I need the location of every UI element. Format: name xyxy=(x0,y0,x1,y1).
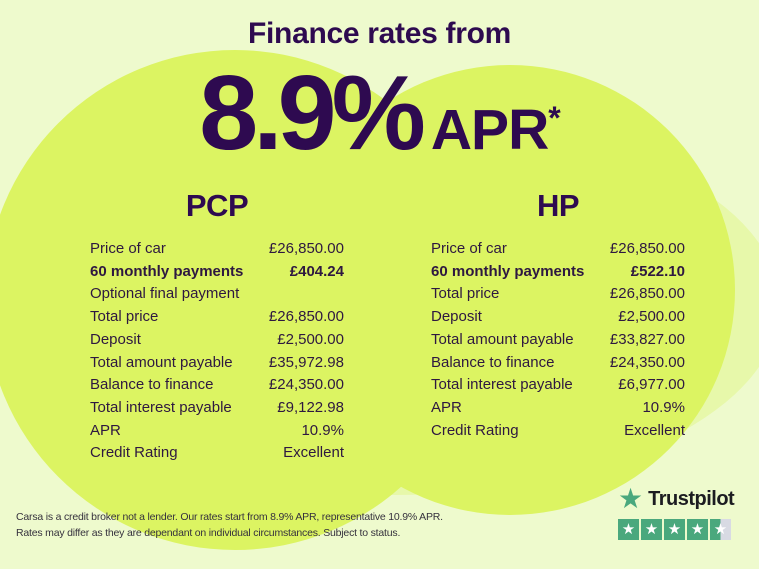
row-value: £6,977.00 xyxy=(618,376,685,394)
row-value: £24,350.00 xyxy=(268,376,344,394)
row-label: Credit Rating xyxy=(90,444,178,462)
row-label: Total amount payable xyxy=(90,353,233,371)
row-value: £24,350.00 xyxy=(609,353,685,371)
row-label: Deposit xyxy=(90,330,141,348)
row-value: £2,500.00 xyxy=(618,308,685,326)
row-label: Deposit xyxy=(431,308,482,326)
hero-apr-label xyxy=(430,98,560,162)
row-label: Price of car xyxy=(90,240,166,257)
table-row xyxy=(90,442,344,465)
hp-table-rows xyxy=(431,238,685,442)
table-row xyxy=(90,352,344,375)
row-value: £26,850.00 xyxy=(268,308,344,326)
row-value: £404.24 xyxy=(289,262,344,280)
table-row xyxy=(90,238,344,261)
row-value: £26,850.00 xyxy=(609,285,685,303)
star-icon: ★ xyxy=(641,519,662,540)
table-row xyxy=(90,261,344,284)
star-icon: ★ xyxy=(618,519,639,540)
table-row xyxy=(431,261,685,284)
row-label: APR xyxy=(431,398,462,416)
star-icon: ★ xyxy=(710,519,731,540)
table-row xyxy=(431,374,685,397)
row-label: Credit Rating xyxy=(431,421,519,439)
row-label: Total price xyxy=(431,285,500,303)
row-value: £33,827.00 xyxy=(609,330,685,348)
table-row xyxy=(90,420,344,443)
trustpilot-rating-stars xyxy=(618,519,734,540)
row-value: Excellent xyxy=(624,421,685,439)
pcp-table-rows xyxy=(90,238,344,465)
table-row xyxy=(431,283,685,306)
row-label: Balance to finance xyxy=(431,353,555,371)
table-row xyxy=(431,306,685,329)
hero-rate xyxy=(0,54,759,172)
row-value: £35,972.98 xyxy=(268,353,344,371)
table-row xyxy=(431,397,685,420)
table-row xyxy=(431,329,685,352)
hp-table-title: HP xyxy=(536,188,580,223)
row-label: Total interest payable xyxy=(431,376,573,394)
row-label: Total interest payable xyxy=(90,398,232,416)
row-value: £9,122.98 xyxy=(277,398,344,416)
pcp-table xyxy=(90,188,344,465)
row-value: 10.9% xyxy=(301,421,344,439)
table-row xyxy=(90,306,344,329)
row-value: £26,850.00 xyxy=(609,240,685,257)
table-row xyxy=(431,238,685,261)
table-row xyxy=(431,352,685,375)
row-label: 60 monthly payments xyxy=(90,262,244,280)
trustpilot-star-icon: ★ xyxy=(618,483,644,514)
row-value: 10.9% xyxy=(642,398,685,416)
trustpilot-logo xyxy=(618,485,734,513)
row-label: Total amount payable xyxy=(431,330,574,348)
row-value: Excellent xyxy=(283,444,344,462)
table-row xyxy=(90,329,344,352)
page-title: Finance rates from xyxy=(247,17,512,50)
row-value: £26,850.00 xyxy=(268,240,344,257)
star-icon: ★ xyxy=(664,519,685,540)
row-value: £522.10 xyxy=(630,262,685,280)
legal-disclaimer xyxy=(16,509,443,541)
hero-rate-value: 8.9% xyxy=(199,54,421,172)
star-icon: ★ xyxy=(687,519,708,540)
trustpilot-widget[interactable] xyxy=(618,485,734,540)
disclaimer-line-1: Carsa is a credit broker not a lender. Our rates start from 8.9% APR, representative 10.9% APR. xyxy=(16,511,443,523)
hero-asterisk: * xyxy=(548,100,560,136)
row-label: Total price xyxy=(90,308,159,326)
table-row xyxy=(431,420,685,443)
table-row xyxy=(90,397,344,420)
row-label: Optional final payment xyxy=(90,285,240,303)
hp-table xyxy=(431,188,685,442)
row-label: Balance to finance xyxy=(90,376,214,394)
trustpilot-brand-name: Trustpilot xyxy=(648,487,735,510)
row-label: APR xyxy=(90,421,121,439)
hero-apr-text: APR xyxy=(430,98,549,162)
pcp-table-title: PCP xyxy=(185,188,249,223)
disclaimer-line-2: Rates may differ as they are dependant on individual circumstances. Subject to status. xyxy=(16,527,401,539)
table-row xyxy=(90,374,344,397)
row-value: £2,500.00 xyxy=(277,330,344,348)
table-row xyxy=(90,283,344,306)
row-label: 60 monthly payments xyxy=(431,262,585,280)
row-label: Price of car xyxy=(431,240,507,257)
